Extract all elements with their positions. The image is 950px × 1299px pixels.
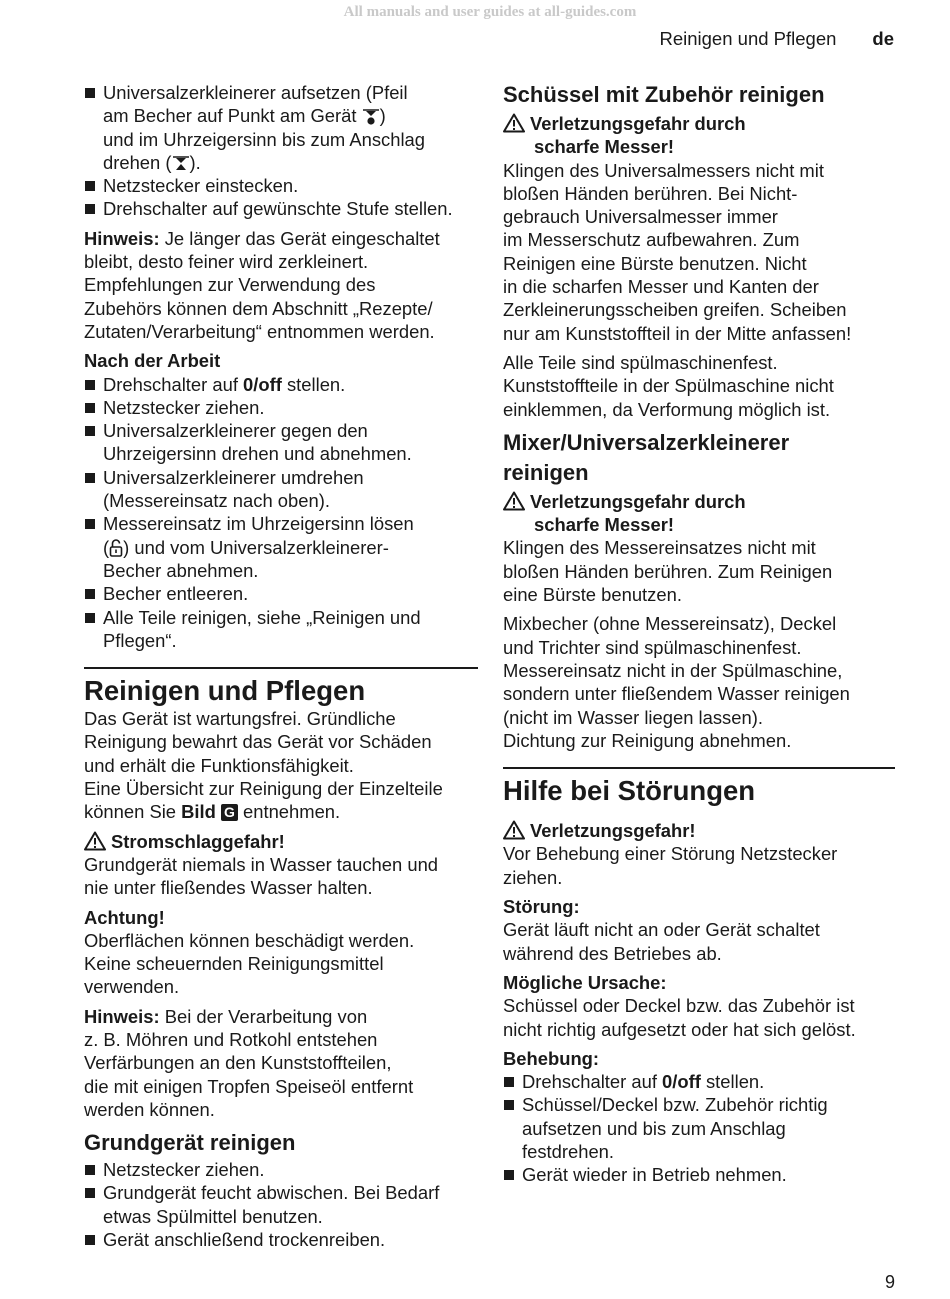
section-title-troubleshooting: Hilfe bei Störungen [503,775,756,807]
list-item: Gerät anschließend trockenreiben. [84,1228,478,1251]
list-item: Messereinsatz im Uhrzeigersinn lösen ( ) und vom Universalzerkleinerer- Becher abnehmen. [84,512,478,582]
mixer-dishwasher-text: Mixbecher (ohne Messereinsatz), Deckel und Trichter sind spülmaschinenfest. Messereinsatz nicht in der Spülmaschine, sondern unter fließendem Wasser reinigen (nicht im Wasser liegen lassen). Dichtung zur Reinigung abnehmen. [503,613,850,751]
list-item: Drehschalter auf 0/off stellen. [503,1070,895,1093]
list-item: Universalzerkleinerer umdrehen (Messereinsatz nach oben). [84,466,478,513]
note-label: Hinweis: [84,227,160,249]
bowl-cleaning-text: Klingen des Universalmessers nicht mit bloßen Händen berühren. Bei Nicht- gebrauch Universalmesser immer im Messerschutz aufbewahren. Zum Reinigen eine Bürste benutzen. Nicht in die scharfen Messer und Kanten der Zerkleinerungsscheiben greifen. Scheiben nur am Kunststoffteil in der Mitte anfassen! [503,159,852,344]
left-column [84,81,478,1251]
list-item: Grundgerät feucht abwischen. Bei Bedarf etwas Spülmittel benutzen. [84,1181,478,1228]
header-language: de [872,28,894,49]
note-paragraph: Hinweis: Bei der Verarbeitung von z. B. Möhren und Rotkohl entstehen Verfärbungen an den Kunststoffteilen, die mit einigen Tropfen Speiseöl entfernt werden können. [84,1005,414,1120]
list-item: Netzstecker ziehen. [84,1158,478,1181]
cause-heading: Mögliche Ursache: [503,971,667,993]
mixer-cleaning-text: Klingen des Messereinsatzes nicht mit bloßen Händen berühren. Zum Reinigen eine Bürste benutzen. [503,537,833,606]
knife-warning: Verletzungsgefahr durch scharfe Messer! [503,112,895,159]
right-column [503,81,895,1187]
fault-heading: Störung: [503,896,580,918]
arrow-to-arrow-icon [172,153,190,173]
list-item: Becher entleeren. [84,582,478,605]
warning-triangle-icon [503,491,525,511]
dishwasher-text: Alle Teile sind spülmaschinenfest. Kunststoffteile in der Spülmaschine nicht einklemmen, da Verformung möglich ist. [503,351,834,420]
unlock-icon [109,538,123,558]
knife-warning: Verletzungsgefahr durch scharfe Messer! [503,490,895,537]
warning-triangle-icon [503,820,525,840]
arrow-to-dot-icon [362,106,380,126]
base-unit-cleaning-list [84,1158,478,1251]
caution-heading: Achtung! [84,906,165,928]
header-section-title: Reinigen und Pflegen [659,28,837,49]
section-divider [503,767,895,769]
caution-text: Oberflächen können beschädigt werden. Keine scheuernden Reinigungsmittel verwenden. [84,929,415,998]
list-item: Schüssel/Deckel bzw. Zubehör richtig aufsetzen und bis zum Anschlag festdrehen. [503,1093,895,1163]
warning-triangle-icon [503,113,525,133]
list-item: Netzstecker einstecken. [84,174,478,197]
list-item: Universalzerkleinerer gegen den Uhrzeigersinn drehen und abnehmen. [84,419,478,466]
subsection-title-bowl: Schüssel mit Zubehör reinigen [503,82,825,107]
list-item: Netzstecker ziehen. [84,396,478,419]
remedy-list [503,1070,895,1186]
list-item: Drehschalter auf gewünschte Stufe stellen. [84,197,478,220]
electric-shock-warning: Stromschlaggefahr! [84,830,478,853]
section-divider [84,667,478,669]
assembly-list [84,81,478,221]
watermark: All manuals and user guides at all-guides.com [343,4,637,20]
after-work-list [84,373,478,653]
subsection-title-base-unit: Grundgerät reinigen [84,1130,296,1156]
fault-text: Gerät läuft nicht an oder Gerät schaltet während des Betriebes ab. [503,919,820,964]
list-item: Drehschalter auf 0/off stellen. [84,373,478,396]
list-item: Gerät wieder in Betrieb nehmen. [503,1163,895,1186]
list-item: Alle Teile reinigen, siehe „Reinigen und Pflegen“. [84,606,478,653]
warning-triangle-icon [84,831,106,851]
page-number: 9 [884,1272,895,1292]
injury-warning: Verletzungsgefahr! [503,819,895,842]
list-item: Universalzerkleinerer aufsetzen (Pfeil am Becher auf Punkt am Gerät ) und im Uhrzeigersinn bis zum Anschlag drehen ( ). [84,81,478,174]
remedy-heading: Behebung: [503,1047,600,1069]
section-title-cleaning: Reinigen und Pflegen [84,675,366,707]
subsection-title-mixer: Mixer/Universalzerkleinerer reinigen [503,429,790,485]
figure-label-box: G [221,804,238,821]
warning-text: Vor Behebung einer Störung Netzstecker ziehen. [503,843,838,888]
note-label: Hinweis: [84,1005,160,1027]
subheading-after-work: Nach der Arbeit [84,350,221,372]
running-header [659,27,894,51]
cause-text: Schüssel oder Deckel bzw. das Zubehör ist nicht richtig aufgesetzt oder hat sich gelöst. [503,995,856,1040]
cleaning-intro-paragraph: Das Gerät ist wartungsfrei. Gründliche Reinigung bewahrt das Gerät vor Schäden und erhält die Funktionsfähigkeit. Eine Übersicht zur Reinigung der Einzelteile können Sie Bild G entnehmen. [84,708,443,823]
note-paragraph: Hinweis: Je länger das Gerät eingeschaltet bleibt, desto feiner wird zerkleinert. Empfehlungen zur Verwendung des Zubehörs können dem Abschnitt „Rezepte/ Zutaten/Verarbeitung“ entnommen werden. [84,227,440,342]
warning-text: Grundgerät niemals in Wasser tauchen und nie unter fließendes Wasser halten. [84,853,439,899]
